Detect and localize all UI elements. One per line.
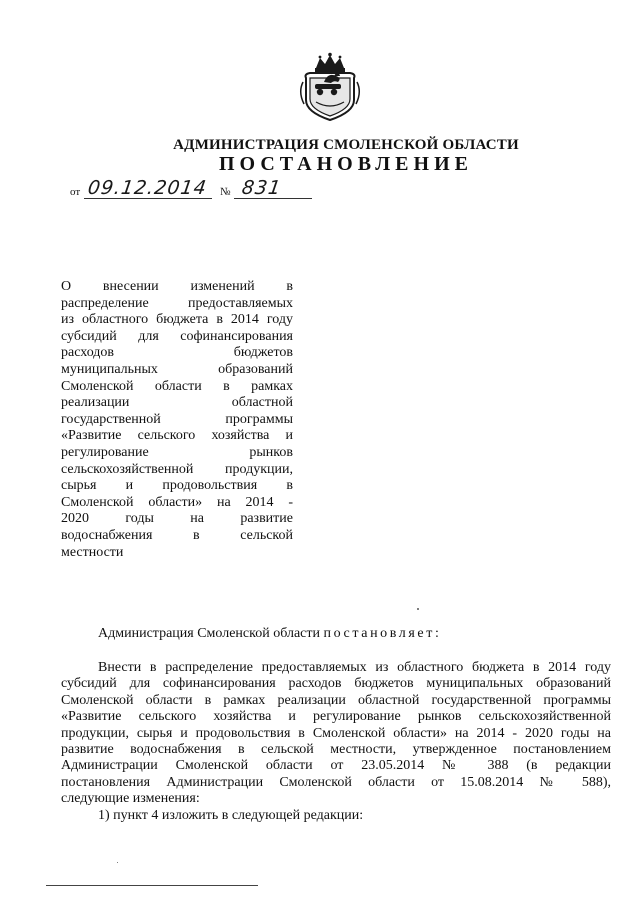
subject-line: регулирование рынков — [61, 444, 293, 460]
list-item-1: 1) пункт 4 изложить в следующей редакции: — [98, 808, 364, 823]
subject-line: Смоленской области в рамках — [61, 378, 293, 394]
body-paragraph — [61, 660, 611, 808]
body-line: Смоленской области в рамках реализации областной государственной программы — [61, 692, 611, 708]
subject-line: реализации областной — [61, 395, 293, 411]
subject-line: сырья и продовольствия в — [61, 478, 293, 494]
smolensk-coat-of-arms-icon — [298, 52, 362, 124]
scan-speck — [417, 608, 419, 610]
handwritten-number: 831 — [240, 177, 283, 199]
body-line: постановления Администрации Смоленской области от 15.08.2014 № 588), — [61, 774, 611, 790]
subject-line: расходов бюджетов — [61, 345, 293, 361]
date-number-line — [70, 178, 370, 202]
subject-line: «Развитие сельского хозяйства и — [61, 428, 293, 444]
footer-rule — [46, 885, 258, 886]
document-type-heading: ПОСТАНОВЛЕНИЕ — [219, 153, 473, 175]
body-line: продукции, сырья и продовольствия в Смоленской области» на 2014 - 2020 годы на — [61, 725, 611, 741]
organization-title: АДМИНИСТРАЦИЯ СМОЛЕНСКОЙ ОБЛАСТИ — [173, 137, 519, 153]
body-line: развитие водоснабжения в сельской местности, утвержденное постановлением — [61, 741, 611, 757]
subject-line: государственной программы — [61, 411, 293, 427]
subject-line: распределение предоставляемых — [61, 295, 293, 311]
body-line: «Развитие сельского хозяйства и регулирование рынков сельскохозяйственной — [61, 709, 611, 725]
subject-line: местности — [61, 544, 124, 560]
document-subject — [61, 279, 293, 561]
subject-line: из областного бюджета в 2014 году — [61, 312, 293, 328]
body-line: Администрации Смоленской области от 23.05.2014 № 388 (в редакции — [61, 758, 611, 774]
preamble-prefix: Администрация Смоленской области — [98, 626, 321, 641]
subject-line: субсидий для софинансирования — [61, 328, 293, 344]
subject-line: муниципальных образований — [61, 361, 293, 377]
date-prefix: от — [70, 186, 81, 198]
body-line: Внести в распределение предоставляемых из областного бюджета в 2014 году — [98, 660, 611, 675]
body-line: следующие изменения: — [61, 791, 200, 807]
subject-line: водоснабжения в сельской — [61, 527, 293, 543]
subject-line: О внесении изменений в — [61, 279, 293, 294]
subject-line: 2020 годы на развитие — [61, 511, 293, 527]
preamble — [98, 626, 441, 642]
handwritten-date: 09.12.2014 — [86, 177, 209, 199]
scan-speck — [117, 862, 118, 863]
preamble-verb: постановляет: — [323, 626, 442, 641]
body-line: субсидий для софинансирования расходов бюджетов муниципальных образований — [61, 676, 611, 692]
subject-line: сельскохозяйственной продукции, — [61, 461, 293, 477]
number-prefix: № — [220, 186, 231, 198]
subject-line: Смоленской области» на 2014 - — [61, 494, 293, 510]
